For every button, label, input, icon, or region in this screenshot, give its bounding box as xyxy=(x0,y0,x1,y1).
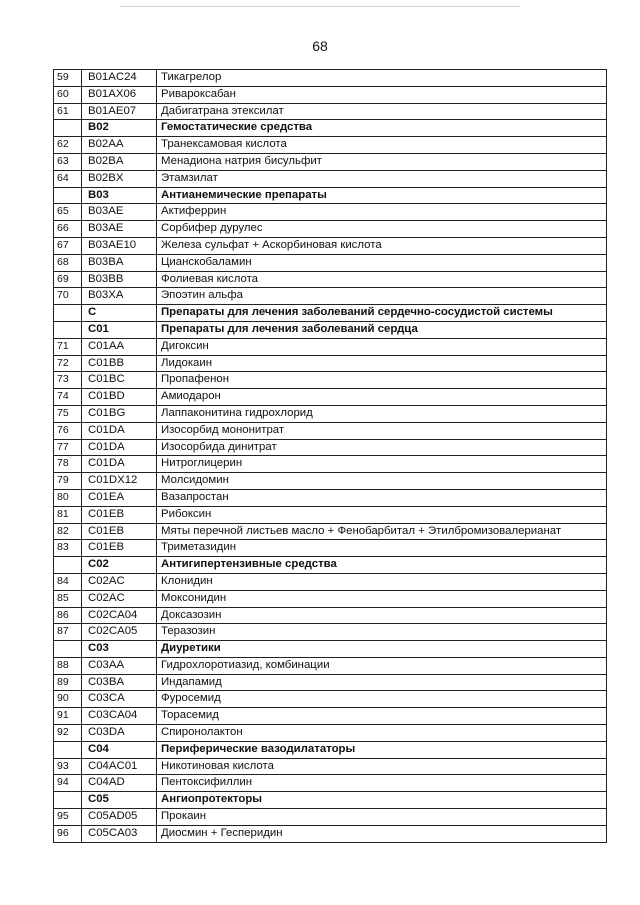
group-header-row xyxy=(54,305,607,322)
row-number xyxy=(54,120,82,137)
drug-name: Препараты для лечения заболеваний сердечно-сосудистой системы xyxy=(157,305,607,322)
row-number: 74 xyxy=(54,389,82,406)
row-number xyxy=(54,557,82,574)
table-row xyxy=(54,573,607,590)
row-number: 82 xyxy=(54,523,82,540)
row-number: 92 xyxy=(54,725,82,742)
table-row xyxy=(54,237,607,254)
row-number: 86 xyxy=(54,607,82,624)
table-row xyxy=(54,809,607,826)
drug-name: Антигипертензивные средства xyxy=(157,557,607,574)
row-number: 72 xyxy=(54,355,82,372)
drug-name: Триметазидин xyxy=(157,540,607,557)
table-row xyxy=(54,758,607,775)
atc-code: B03BB xyxy=(82,271,157,288)
drug-name: Лидокаин xyxy=(157,355,607,372)
drug-name: Вазапростан xyxy=(157,489,607,506)
row-number: 73 xyxy=(54,372,82,389)
row-number: 85 xyxy=(54,590,82,607)
atc-code: C01EB xyxy=(82,523,157,540)
row-number xyxy=(54,187,82,204)
table-row xyxy=(54,624,607,641)
row-number: 79 xyxy=(54,473,82,490)
atc-code: C03CA xyxy=(82,691,157,708)
row-number: 77 xyxy=(54,439,82,456)
atc-code: C01AA xyxy=(82,338,157,355)
atc-code: C01DA xyxy=(82,422,157,439)
table-row xyxy=(54,657,607,674)
table-row xyxy=(54,489,607,506)
table-row xyxy=(54,355,607,372)
drug-name: Гидрохлоротиазид, комбинации xyxy=(157,657,607,674)
row-number: 70 xyxy=(54,288,82,305)
row-number: 94 xyxy=(54,775,82,792)
row-number xyxy=(54,741,82,758)
atc-code: B01AX06 xyxy=(82,86,157,103)
table-row xyxy=(54,590,607,607)
atc-code: C02 xyxy=(82,557,157,574)
row-number: 69 xyxy=(54,271,82,288)
atc-code: B03AE10 xyxy=(82,237,157,254)
row-number: 68 xyxy=(54,254,82,271)
row-number: 60 xyxy=(54,86,82,103)
drug-name: Периферические вазодилататоры xyxy=(157,741,607,758)
table-row xyxy=(54,439,607,456)
group-header-row xyxy=(54,557,607,574)
row-number: 66 xyxy=(54,221,82,238)
table-row xyxy=(54,540,607,557)
atc-code: B02 xyxy=(82,120,157,137)
group-header-row xyxy=(54,641,607,658)
atc-code: C01EB xyxy=(82,540,157,557)
atc-code: C05 xyxy=(82,792,157,809)
drug-name: Теразозин xyxy=(157,624,607,641)
drug-name: Актиферрин xyxy=(157,204,607,221)
row-number: 84 xyxy=(54,573,82,590)
group-header-row xyxy=(54,741,607,758)
drug-name: Нитроглицерин xyxy=(157,456,607,473)
atc-code: C03 xyxy=(82,641,157,658)
table-row xyxy=(54,405,607,422)
atc-code: C04AD xyxy=(82,775,157,792)
group-header-row xyxy=(54,187,607,204)
table-row xyxy=(54,473,607,490)
table-row xyxy=(54,456,607,473)
drug-name: Спиронолактон xyxy=(157,725,607,742)
drug-name: Антианемические препараты xyxy=(157,187,607,204)
drug-name: Моксонидин xyxy=(157,590,607,607)
atc-code: C01BB xyxy=(82,355,157,372)
atc-code: C05AD05 xyxy=(82,809,157,826)
atc-code: C03DA xyxy=(82,725,157,742)
table-row xyxy=(54,271,607,288)
drug-name: Доксазозин xyxy=(157,607,607,624)
table-row xyxy=(54,153,607,170)
row-number: 76 xyxy=(54,422,82,439)
row-number: 75 xyxy=(54,405,82,422)
table-row xyxy=(54,170,607,187)
row-number: 62 xyxy=(54,137,82,154)
drug-name: Гемостатические средства xyxy=(157,120,607,137)
row-number: 90 xyxy=(54,691,82,708)
drug-name: Изосорбид мононитрат xyxy=(157,422,607,439)
atc-code: C02CA04 xyxy=(82,607,157,624)
atc-code: B02BX xyxy=(82,170,157,187)
scan-artifact-line xyxy=(120,6,520,7)
atc-code: C01BD xyxy=(82,389,157,406)
atc-code: C01BC xyxy=(82,372,157,389)
atc-code: B01AE07 xyxy=(82,103,157,120)
row-number: 93 xyxy=(54,758,82,775)
atc-code: C01DA xyxy=(82,439,157,456)
row-number: 83 xyxy=(54,540,82,557)
group-header-row xyxy=(54,120,607,137)
atc-code: C01DA xyxy=(82,456,157,473)
table-row xyxy=(54,422,607,439)
table-row xyxy=(54,254,607,271)
drug-name: Фолиевая кислота xyxy=(157,271,607,288)
atc-code: C02AC xyxy=(82,573,157,590)
row-number: 96 xyxy=(54,825,82,842)
drug-name: Ангиопротекторы xyxy=(157,792,607,809)
group-header-row xyxy=(54,321,607,338)
table-row xyxy=(54,523,607,540)
drug-name: Препараты для лечения заболеваний сердца xyxy=(157,321,607,338)
page-number: 68 xyxy=(312,38,328,54)
atc-code: C01DX12 xyxy=(82,473,157,490)
table-row xyxy=(54,86,607,103)
atc-code: B03XA xyxy=(82,288,157,305)
drug-list-table xyxy=(53,69,607,843)
table-row xyxy=(54,825,607,842)
table-row xyxy=(54,372,607,389)
table-row xyxy=(54,137,607,154)
atc-code: C05CA03 xyxy=(82,825,157,842)
drug-name: Пропафенон xyxy=(157,372,607,389)
atc-code: B01AC24 xyxy=(82,70,157,87)
table-row xyxy=(54,674,607,691)
drug-name: Индапамид xyxy=(157,674,607,691)
drug-name: Диуретики xyxy=(157,641,607,658)
table-row xyxy=(54,338,607,355)
drug-name: Менадиона натрия бисульфит xyxy=(157,153,607,170)
row-number: 91 xyxy=(54,708,82,725)
table-row xyxy=(54,775,607,792)
drug-name: Железа сульфат + Аскорбиновая кислота xyxy=(157,237,607,254)
row-number: 65 xyxy=(54,204,82,221)
drug-name: Пентоксифиллин xyxy=(157,775,607,792)
table-row xyxy=(54,506,607,523)
drug-name: Этамзилат xyxy=(157,170,607,187)
group-header-row xyxy=(54,792,607,809)
drug-name: Изосорбида динитрат xyxy=(157,439,607,456)
drug-name: Амиодарон xyxy=(157,389,607,406)
table-row xyxy=(54,725,607,742)
atc-code: C02CA05 xyxy=(82,624,157,641)
drug-name: Торасемид xyxy=(157,708,607,725)
drug-name: Мяты перечной листьев масло + Фенобарбитал + Этилбромизовалерианат xyxy=(157,523,607,540)
row-number: 88 xyxy=(54,657,82,674)
table-row xyxy=(54,103,607,120)
atc-code: C xyxy=(82,305,157,322)
drug-name: Клонидин xyxy=(157,573,607,590)
row-number xyxy=(54,321,82,338)
drug-name: Лаппаконитина гидрохлорид xyxy=(157,405,607,422)
row-number: 78 xyxy=(54,456,82,473)
row-number: 81 xyxy=(54,506,82,523)
drug-name: Прокаин xyxy=(157,809,607,826)
row-number xyxy=(54,792,82,809)
row-number: 59 xyxy=(54,70,82,87)
row-number: 89 xyxy=(54,674,82,691)
row-number xyxy=(54,305,82,322)
table-row xyxy=(54,691,607,708)
drug-name: Цианскобаламин xyxy=(157,254,607,271)
table-row xyxy=(54,204,607,221)
drug-name: Транексамовая кислота xyxy=(157,137,607,154)
atc-code: B03 xyxy=(82,187,157,204)
atc-code: B03AE xyxy=(82,204,157,221)
drug-name: Рибоксин xyxy=(157,506,607,523)
table-row xyxy=(54,389,607,406)
drug-name: Ривароксабан xyxy=(157,86,607,103)
row-number: 87 xyxy=(54,624,82,641)
atc-code: B02AA xyxy=(82,137,157,154)
drug-name: Эпоэтин альфа xyxy=(157,288,607,305)
table-row xyxy=(54,288,607,305)
drug-name: Никотиновая кислота xyxy=(157,758,607,775)
atc-code: C01 xyxy=(82,321,157,338)
atc-code: B03AE xyxy=(82,221,157,238)
drug-name: Диосмин + Гесперидин xyxy=(157,825,607,842)
table-row xyxy=(54,70,607,87)
table-row xyxy=(54,607,607,624)
drug-name: Тикагрелор xyxy=(157,70,607,87)
atc-code: C01EA xyxy=(82,489,157,506)
row-number: 63 xyxy=(54,153,82,170)
drug-name: Фуросемид xyxy=(157,691,607,708)
drug-name: Сорбифер дурулес xyxy=(157,221,607,238)
atc-code: C04AC01 xyxy=(82,758,157,775)
atc-code: C01EB xyxy=(82,506,157,523)
table-row xyxy=(54,221,607,238)
atc-code: B03BA xyxy=(82,254,157,271)
drug-name: Дабигатрана этексилат xyxy=(157,103,607,120)
table-body xyxy=(54,70,607,843)
atc-code: C03BA xyxy=(82,674,157,691)
atc-code: C03AA xyxy=(82,657,157,674)
row-number xyxy=(54,641,82,658)
drug-name: Дигоксин xyxy=(157,338,607,355)
row-number: 95 xyxy=(54,809,82,826)
row-number: 61 xyxy=(54,103,82,120)
row-number: 71 xyxy=(54,338,82,355)
atc-code: C01BG xyxy=(82,405,157,422)
atc-code: C03CA04 xyxy=(82,708,157,725)
drug-name: Молсидомин xyxy=(157,473,607,490)
atc-code: C04 xyxy=(82,741,157,758)
atc-code: B02BA xyxy=(82,153,157,170)
table-row xyxy=(54,708,607,725)
row-number: 67 xyxy=(54,237,82,254)
atc-code: C02AC xyxy=(82,590,157,607)
row-number: 80 xyxy=(54,489,82,506)
row-number: 64 xyxy=(54,170,82,187)
